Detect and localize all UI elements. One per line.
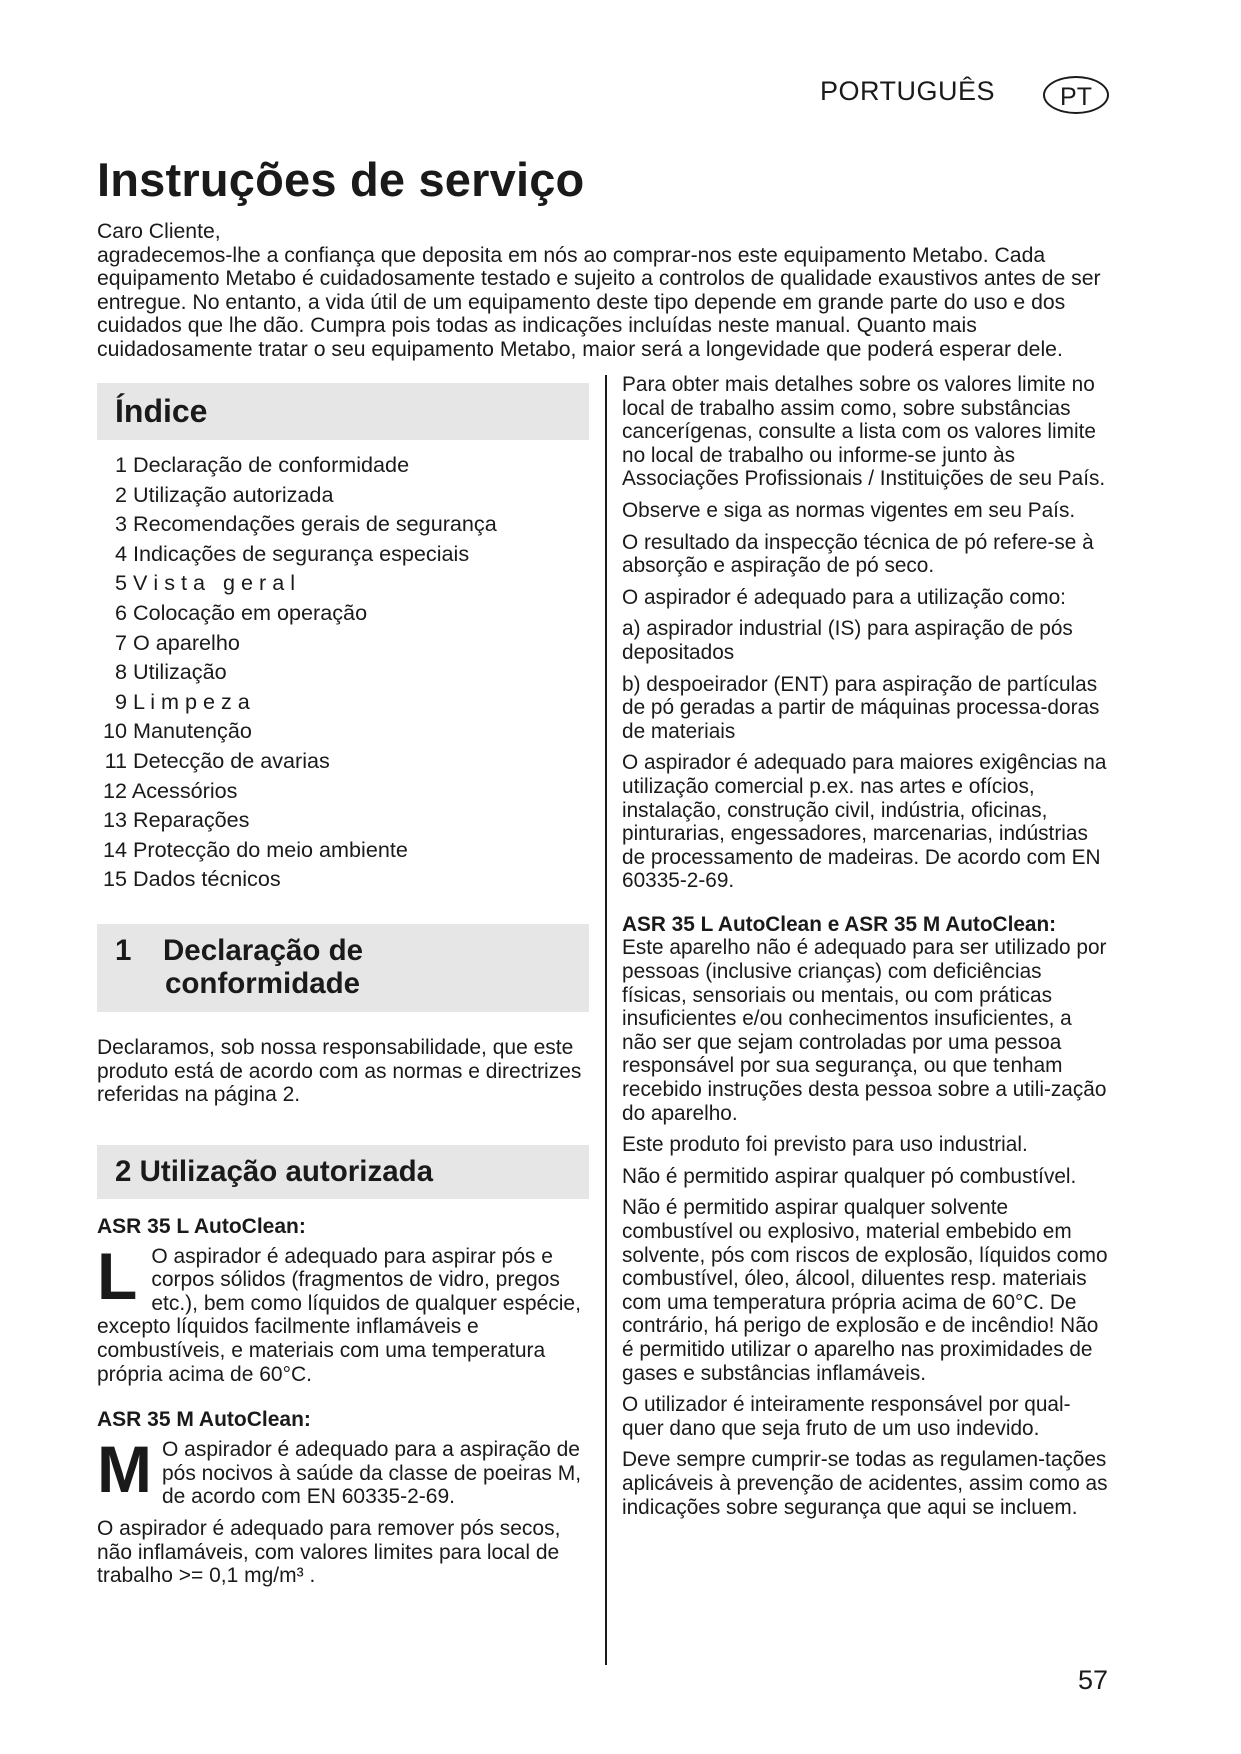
right-column (622, 373, 1112, 1527)
index-heading-box (97, 383, 589, 440)
toc-item[interactable] (97, 509, 589, 539)
toc-item[interactable] (97, 480, 589, 510)
asr-m-block (97, 1432, 589, 1509)
section1-heading-line2: conformidade (165, 966, 361, 1000)
dust-class-m-symbol: M (97, 1432, 152, 1507)
paragraph: Deve sempre cumprir-se todas as regulamen-tações aplicáveis à prevenção de acidentes, assim como as indicações sobre segurança que aqui se incluem. (622, 1448, 1108, 1519)
asr-l-block (97, 1238, 589, 1387)
intro (97, 220, 1112, 361)
toc-item-number: 5 (114, 570, 127, 596)
toc-item-number: 7 (114, 629, 127, 655)
toc-item-label: Manutenção (133, 718, 252, 744)
toc-item-label: Declaração de conformidade (133, 452, 410, 477)
toc-item-label: L i m p e z a (133, 688, 250, 714)
toc-item-label: Recomendações gerais de segurança (133, 511, 497, 537)
asr-m-text: O aspirador é adequado para a aspiração de pós nocivos à saúde da classe de poeiras M, de acordo com EN 60335-2-69. (161, 1438, 582, 1509)
toc-item-label: Indicações de segurança especiais (133, 540, 470, 566)
toc-item-label: Acessórios (131, 777, 238, 803)
toc-item-label: Detecção de avarias (133, 747, 330, 773)
toc-item-label: Reparações (133, 807, 250, 833)
toc-item-number: 3 (114, 511, 127, 537)
paragraph: Não é permitido aspirar qualquer solvente combustível ou explosivo, material embebido em solvente, pós com riscos de explosão, líquidos como combustível, óleo, álcool, diluentes resp. materiais com uma temperatura própria acima de 60°C. De contrário, há perigo de explosão e de incêndio! Não é permitido utilizar o aparelho nas proximidades de gases e substâncias inflamáveis. (622, 1196, 1108, 1385)
toc-item[interactable] (97, 539, 589, 569)
toc-item[interactable] (97, 835, 589, 865)
section1-heading-line1: Declaração de (163, 933, 364, 967)
toc-item-number: 8 (114, 659, 127, 685)
paragraph: O aspirador é adequado para a utilização como: (622, 585, 1066, 609)
toc-item[interactable] (97, 628, 589, 658)
section2-heading-box (97, 1145, 589, 1199)
language-badge: PT (1043, 76, 1109, 114)
paragraph: Este aparelho não é adequado para ser utilizado por pessoas (inclusive crianças) com deficiências físicas, sensoriais ou mentais, ou com práticas insuficientes e/ou conhecimentos insuficientes, a não ser que sejam controladas por uma pessoa responsável por sua segurança, ou que tenham recebido instruções desta pessoa sobre a utili-zação do aparelho. (622, 936, 1107, 1125)
toc-item-number: 9 (114, 688, 127, 714)
paragraph: O utilizador é inteiramente responsável por qual-quer dano que seja fruto de um uso indevido. (622, 1393, 1071, 1440)
section2-heading: 2 Utilização autorizada (115, 1154, 434, 1188)
header-language: PORTUGUÊS (820, 76, 996, 106)
section1-number: 1 (115, 933, 132, 967)
toc-item[interactable] (97, 746, 589, 776)
toc-item-number: 12 (102, 777, 127, 803)
toc-item-label: Protecção do meio ambiente (133, 836, 408, 862)
paragraph: Não é permitido aspirar qualquer pó combustível. (622, 1164, 1077, 1188)
toc-item[interactable] (97, 657, 589, 687)
toc-item[interactable] (97, 450, 589, 480)
paragraph: a) aspirador industrial (IS) para aspiração de pós depositados (622, 617, 1073, 664)
toc-item-label: O aparelho (133, 629, 240, 655)
toc-item-number: 1 (114, 452, 127, 477)
toc-item[interactable] (97, 568, 589, 598)
page-number: 57 (1078, 1665, 1109, 1695)
toc-item-label: Utilização (133, 659, 227, 685)
toc-item[interactable] (97, 805, 589, 835)
toc-item[interactable] (97, 716, 589, 746)
toc-item[interactable] (97, 687, 589, 717)
asr-l-text: O aspirador é adequado para aspirar pós e corpos sólidos (fragmentos de vidro, pregos etc.), bem como líquidos de qualquer espécie, excepto líquidos facilmente inflamáveis e combustíveis, e materiais com uma temperatura própria acima de 60°C. (97, 1244, 581, 1386)
paragraph: O aspirador é adequado para maiores exigências na utilização comercial p.ex. nas artes e ofícios, instalação, construção civil, indústria, oficinas, pinturarias, engessadores, marcenarias, indústrias de processamento de madeiras. De acordo com EN 60335-2-69. (622, 751, 1107, 893)
toc-item-number: 10 (102, 718, 127, 744)
toc-item-label: Dados técnicos (133, 866, 281, 892)
toc-item[interactable] (97, 864, 589, 894)
index-heading: Índice (115, 393, 208, 429)
models-heading: ASR 35 L AutoClean e ASR 35 M AutoClean: (622, 912, 1057, 936)
toc-item-label: Colocação em operação (133, 599, 368, 625)
section1-heading-box (97, 924, 589, 1012)
intro-body: agradecemos-lhe a confiança que deposita em nós ao comprar-nos este equipamento Metabo. Cada equipamento Metabo é cuidadosamente testado e sujeito a controlos de qualidade exaustivos antes de ser entregue. No entanto, a vida útil de um equipamento deste tipo depende em grande parte do uso e dos cuidados que lhe dão. Cumpra pois todas as indicações incluídas neste manual. Quanto mais cuidadosamente tratar o seu equipamento Metabo, maior será a longevidade que poderá esperar dele. (97, 243, 1101, 361)
paragraph: Para obter mais detalhes sobre os valores limite no local de trabalho assim como, sobre substâncias cancerígenas, consulte a lista com os valores limite no local de trabalho ou informe-se junto às Associações Profissionais / Instituições de seu País. (622, 373, 1106, 491)
page-title: Instruções de serviço (97, 153, 585, 206)
section1-text: Declaramos, sob nossa responsabilidade, que este produto está de acordo com as normas e directrizes referidas na página 2. (97, 1035, 582, 1107)
toc-item-label: Utilização autorizada (133, 481, 334, 507)
toc-item-number: 11 (104, 747, 127, 773)
toc-item-number: 2 (114, 481, 127, 507)
paragraph: O resultado da inspecção técnica de pó refere-se à absorção e aspiração de pó seco. (622, 530, 1094, 578)
paragraph: Observe e siga as normas vigentes em seu País. (622, 498, 1076, 522)
intro-greeting: Caro Cliente, (97, 220, 221, 243)
dry-dust-text: O aspirador é adequado para remover pós secos, não inflamáveis, com valores limites para local de trabalho >= 0,1 mg/m³ . (97, 1517, 561, 1588)
dust-class-l-symbol: L (97, 1238, 138, 1313)
toc-item-label: V i s t a g e r a l (133, 570, 296, 596)
toc-item-number: 15 (102, 866, 127, 892)
toc-item-number: 14 (102, 836, 127, 862)
table-of-contents (97, 450, 589, 894)
paragraph: b) despoeirador (ENT) para aspiração de partículas de pó geradas a partir de máquinas processa-doras de materiais (622, 672, 1100, 743)
left-column (97, 383, 589, 1588)
toc-item[interactable] (97, 776, 589, 806)
asr-m-heading: ASR 35 M AutoClean: (97, 1408, 311, 1432)
toc-item-number: 4 (114, 540, 127, 566)
toc-item-number: 13 (102, 807, 127, 833)
paragraph: Este produto foi previsto para uso industrial. (622, 1133, 1028, 1157)
toc-item[interactable] (97, 598, 589, 628)
column-divider (605, 375, 607, 1665)
toc-item-number: 6 (114, 599, 127, 625)
asr-l-heading: ASR 35 L AutoClean: (97, 1214, 306, 1238)
